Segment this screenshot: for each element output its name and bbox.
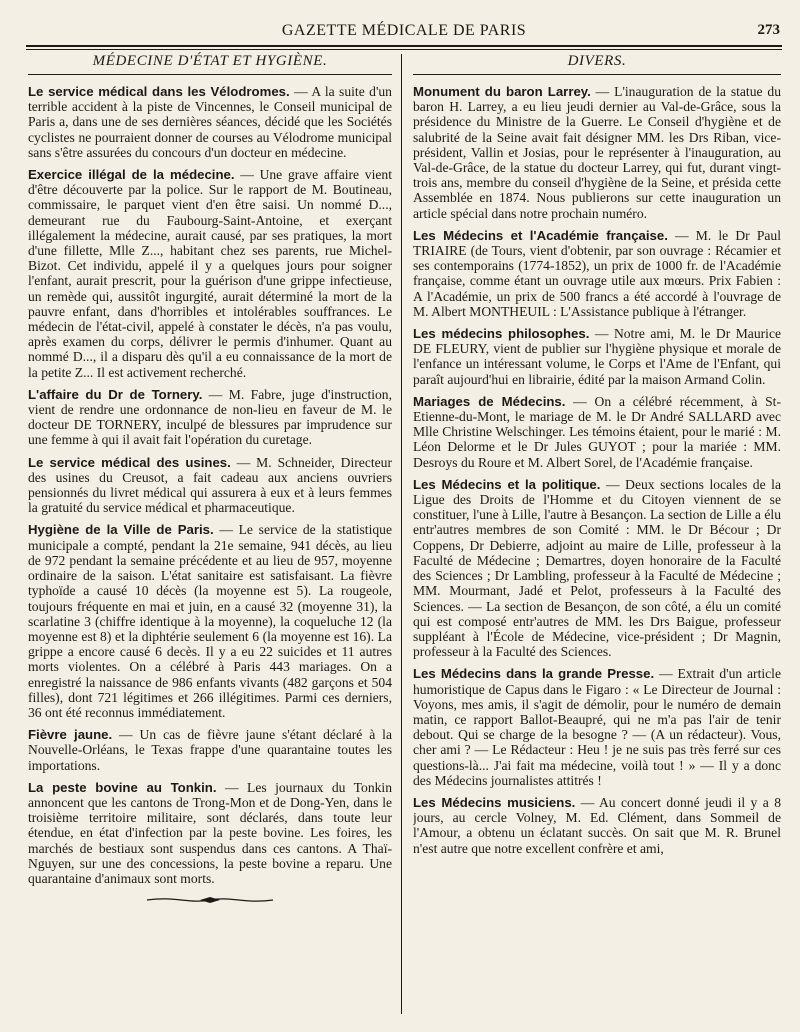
article-heading: La peste bovine au Tonkin.: [28, 779, 217, 795]
article-body: — M. Fabre, juge d'instruction, vient de rendre une ordonnance de non-lieu en faveur de M. le docteur DE TORNERY, inculpé de blessures par imprudence sur une femme à qui il avait fait l'opération du curetage.: [28, 386, 392, 448]
page-number: 273: [757, 22, 780, 38]
article-body: — Les journaux du Tonkin annoncent que les cantons de Trong-Mon et de Dong-Yen, dans le troisième territoire militaire, sont déclarés, dans toute leur étendue, en état d'infection par la peste bovine. Les foires, les marchés de bestiaux sont suspendus dans ces cantons. A Thaï-Nguyen, sur une des concessions, la peste bovine a reparu. Une quarantaine d'animaux sont morts.: [28, 779, 392, 886]
article-body: — Extrait d'un article humoristique de Capus dans le Figaro : « Le Directeur de Journal : Voyons, mes amis, il s'agit de démolir, pour le numéro de demain matin, ce rapport Ballot-Beaupré, qui ne m'a pas l'air de tenir debout. Qui se charge de la besogne ? — (A un rédacteur). Vous, cher ami ? — Le Rédacteur : Heu ! je ne suis pas très ferré sur ces questions-là... J'ai fait ma médecine, voilà tout ! » — Il y a donc des Médecins journalistes attitrés !: [413, 666, 781, 788]
article-hygiene-paris: [28, 522, 392, 720]
article-exercice-illegal: [28, 167, 392, 380]
article-peste-bovine: [28, 780, 392, 886]
left-section-rule: [28, 74, 392, 75]
left-section-title: MÉDECINE D'ÉTAT ET HYGIÈNE.: [92, 53, 328, 69]
article-body: — Un cas de fièvre jaune s'étant déclaré à la Nouvelle-Orléans, le Texas frappe d'une quarantaine toutes les importations.: [28, 727, 392, 773]
article-fievre-jaune: [28, 727, 392, 773]
header-rule-thick: [26, 45, 782, 47]
article-body: — On a célébré récemment, à St-Etienne-du-Mont, le mariage de M. le Dr André SALLARD avec Mlle Christine Welschinger. Les témoins étaient, pour le marié : M. Léon Delorme et le Dr Jules GUYOT ; pour la mariée : MM. Desroys du Roure et M. Albert Sorel, de l'Académie française.: [413, 393, 781, 470]
article-heading: Les Médecins dans la grande Presse.: [413, 666, 655, 682]
article-heading: Exercice illégal de la médecine.: [28, 167, 235, 183]
article-heading: Monument du baron Larrey.: [413, 84, 591, 99]
article-heading: Hygiène de la Ville de Paris.: [28, 522, 214, 538]
article-larrey: [413, 84, 781, 221]
article-body: — M. le Dr Paul TRIAIRE (de Tours, vient d'obtenir, par son ouvrage : Récamier et ses contemporains (1774-1852), un prix de 1000 fr. de l'Académie française, comme étant un ouvrage utile aux mœurs. Prix Fabien : A l'Académie, un prix de 500 francs a été accordé à l'ouvrage de M. Albert MONTHEUIL : L'Assistance publique à l'étranger.: [413, 227, 781, 319]
article-body: — Au concert donné jeudi il y a 8 jours, au cercle Volney, M. Ed. Clément, dans Sommeil de l'Amour, a obtenu un éclatant succès. On sait que M. R. Brunel n'est autre que notre excellent confrère et ami,: [413, 794, 781, 856]
article-body: — Une grave affaire vient d'être découverte par la police. Sur le rapport de M. Boutineau, commissaire, le parquet vient d'en être saisi. Un nommé D..., demeurant rue du Faubourg-Saint-Antoine, et exerçant illégalement la médecine, aurait causé, par ses pratiques, la mort d'une fillette, Mlle Z..., habitant chez ses parents, rue Michel-Bizot. Cet individu, appelé il y a quelques jours pour soigner l'enfant, aurait prescrit, pour la guérison d'une grippe infectieuse, un remède qui, aussitôt ingurgité, aurait déterminé la mort de la pauvre enfant, dans d'horribles et intolérables souffrances. Le médecin de l'état-civil, appelé à constater le décès, n'a pas voulu, après examen du corps, délivrer le permis d'inhumer. Quant au nommé D..., il a disparu dès qu'il a eu connaissance de la mort de la petite Z... Il est activement recherché.: [28, 167, 392, 380]
article-body: — M. Schneider, Directeur des usines du Creusot, a fait cadeau aux anciens ouvriers pensionnés du livret médical qui assurera à eux et à leurs femmes la gratuité du service médical et pharmaceutique.: [28, 454, 392, 516]
article-politique: [413, 477, 781, 659]
article-body: — Deux sections locales de la Ligue des Droits de l'Homme et du Citoyen viennent de se constituer, l'une à Lille, l'autre à Besançon. La section de Lille a élu entr'autres membres de son Comité : MM. le Dr Bécour ; Dr Coppens, Dr Debierre, adjoint au maire de Lille, professeur à la Faculté de Médecine ; Demartres, doyen honoraire de la Faculté des Sciences ; Dr Lambling, professeur à la Faculté de Médecine ; MM. Mourmant, Jadé et Pelot, professeurs à la Faculté des Sciences. — La section de Besançon, de son côté, a élu un comité qui est composé entr'autres de MM. les Drs Baigue, professeur suppléant à l'École de Médecine, vice-président ; Dr Magnin, professeur à la Faculté des Sciences.: [413, 476, 781, 660]
article-heading: Le service médical dans les Vélodromes.: [28, 84, 290, 99]
left-column: [28, 52, 392, 1012]
article-presse: [413, 666, 781, 788]
right-section-rule: [413, 74, 781, 75]
article-body: — L'inauguration de la statue du baron H. Larrey, a eu lieu jeudi dernier au Val-de-Grâce, sous la présidence du Ministre de la Guerre. Le Conseil d'hygiène et de salubrité de la Seine avait fait désigner MM. les Drs Riban, vice-président, Vallin et Josias, pour le représenter à l'inauguration, au Val-de-Grâce, de la statue du docteur Larrey, qui fut, durant vingt-trois ans, membre du conseil d'hygiène de la Seine, et présida cette Assemblée en 1874. Nous publierons sur cette inauguration un article spécial dans notre prochain numéro.: [413, 84, 781, 221]
article-heading: Les Médecins et la politique.: [413, 476, 601, 492]
article-heading: Fièvre jaune.: [28, 727, 113, 743]
article-body: — Notre ami, M. le Dr Maurice DE FLEURY, vient de publier sur l'hygiène physique et morale de l'enfance un intéressant volume, le Corps et l'Ame de l'Enfant, qui paraît aujourd'hui en librairie, édité par la maison Armand Colin.: [413, 326, 781, 387]
article-velodromes: [28, 84, 392, 160]
right-section-title: DIVERS.: [567, 53, 627, 69]
article-heading: Les médecins philosophes.: [413, 326, 590, 342]
article-philosophes: [413, 326, 781, 387]
right-column: [413, 52, 781, 1012]
header-rule-thin: [26, 49, 782, 50]
article-heading: Le service médical des usines.: [28, 454, 231, 470]
article-heading: L'affaire du Dr de Tornery.: [28, 386, 203, 402]
article-heading: Les Médecins et l'Académie française.: [413, 227, 668, 243]
journal-title: GAZETTE MÉDICALE DE PARIS: [281, 22, 527, 39]
article-body: — Le service de la statistique municipale a compté, pendant la 21e semaine, 941 décès, au lieu de 972 pendant la semaine précédente et au lieu de 957, moyenne ordinaire de la saison. L'état sanitaire est satisfaisant. La fièvre typhoïde a causé 10 décès (la moyenne est 5). La rougeole, toujours fréquente en mai et juin, en a causé 32 (moyenne 31), la scarlatine 3 (chiffre identique à la moyenne), la coqueluche 12 (la moyenne est 8) et la diphtérie seulement 6 (la moyenne est 16). La grippe a encore causé 6 decès. Il y a eu 22 suicides et 11 autres morts violentes. On a célébré à Paris 443 mariages. On a enregistré la naissance de 986 enfants vivants (482 garçons et 504 filles), dont 721 légitimes et 266 illégitimes. Parmi ces derniers, 36 ont été reconnus immédiatement.: [28, 522, 392, 720]
page-header: [24, 22, 784, 42]
article-musiciens: [413, 795, 781, 856]
article-usines: [28, 455, 392, 516]
article-tornery: [28, 387, 392, 448]
article-body: — A la suite d'un terrible accident à la piste de Vincennes, le Conseil municipal de Paris a, dans une de ses dernières séances, décidé que les Sociétés cyclistes ne pourraient donner de courses au Vélodrome municipal sans s'être assurées du concours d'un docteur en médecine.: [28, 84, 392, 160]
column-divider: [401, 54, 402, 1014]
fleuron-ornament: [28, 893, 392, 908]
article-heading: Les Médecins musiciens.: [413, 794, 576, 810]
article-heading: Mariages de Médecins.: [413, 393, 566, 409]
article-mariages: [413, 394, 781, 470]
article-academie: [413, 228, 781, 319]
